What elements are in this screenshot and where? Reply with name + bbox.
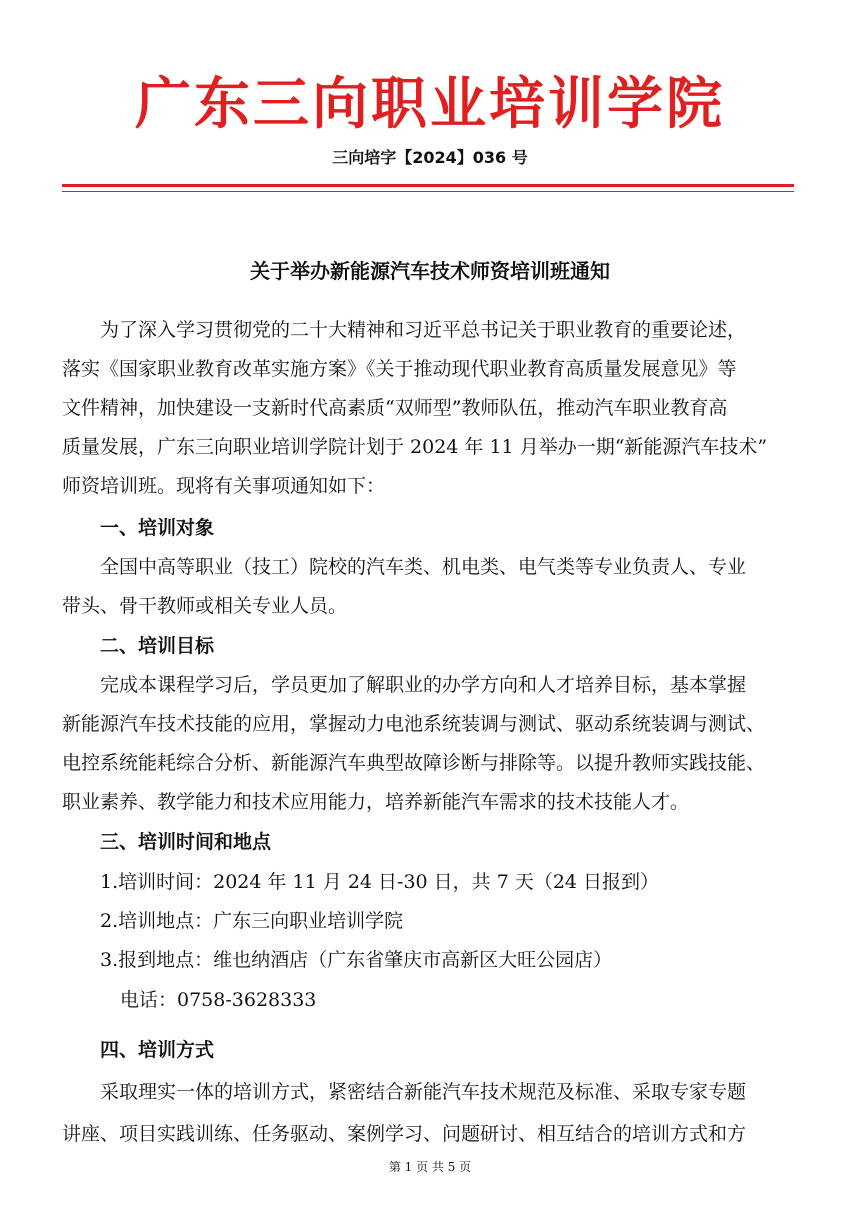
intro-line: 为了深入学习贯彻党的二十大精神和习近平总书记关于职业教育的重要论述， [100, 319, 747, 341]
section-line: 全国中高等职业（技工）院校的汽车类、机电类、电气类等专业负责人、专业 [100, 556, 747, 578]
section-heading-goals: 二、培训目标 [100, 635, 215, 657]
section-line: 电控系统能耗综合分析、新能源汽车典型故障诊断与排除等。以提升教师实践技能、 [62, 752, 766, 774]
section-line: 采取理实一体的培训方式，紧密结合新能汽车技术规范及标准、采取专家专题 [100, 1081, 747, 1103]
page-indicator: 第 1 页 共 5 页 [388, 1160, 472, 1174]
section-line: 职业素养、教学能力和技术应用能力，培养新能汽车需求的技术技能人才。 [62, 791, 690, 813]
section-line: 带头、骨干教师或相关专业人员。 [62, 595, 348, 617]
section-line: 新能源汽车技术技能的应用，掌握动力电池系统装调与测试、驱动系统装调与测试、 [62, 713, 766, 735]
section-heading-method: 四、培训方式 [100, 1039, 215, 1061]
intro-line: 师资培训班。现将有关事项通知如下： [62, 475, 386, 497]
org-title: 广东三向职业培训学院 [135, 72, 725, 137]
section-line: 完成本课程学习后，学员更加了解职业的办学方向和人才培养目标，基本掌握 [100, 674, 747, 696]
header-rule-thick [62, 184, 794, 187]
intro-line: 质量发展，广东三向职业培训学院计划于 2024 年 11 月举办一期“新能源汽车技术” [62, 436, 768, 458]
header-rule-thin [62, 191, 794, 192]
section-line: 1.培训时间：2024 年 11 月 24 日-30 日，共 7 天（24 日报到） [100, 871, 660, 893]
section-heading-trainees: 一、培训对象 [100, 517, 215, 539]
section-heading-time-place: 三、培训时间和地点 [100, 831, 272, 853]
section-line: 讲座、项目实践训练、任务驱动、案例学习、问题研讨、相互结合的培训方式和方 [62, 1123, 747, 1145]
notice-title: 关于举办新能源汽车技术师资培训班通知 [250, 259, 610, 283]
section-line: 2.培训地点：广东三向职业培训学院 [100, 910, 404, 932]
section-line: 3.报到地点：维也纳酒店（广东省肇庆市高新区大旺公园店） [100, 949, 613, 971]
document-number: 三向培字【2024】036 号 [332, 148, 528, 167]
contact-phone: 电话：0758-3628333 [120, 989, 317, 1011]
intro-line: 落实《国家职业教育改革实施方案》《关于推动现代职业教育高质量发展意见》等 [62, 358, 737, 380]
intro-line: 文件精神，加快建设一支新时代高素质“双师型”教师队伍，推动汽车职业教育高 [62, 397, 728, 419]
